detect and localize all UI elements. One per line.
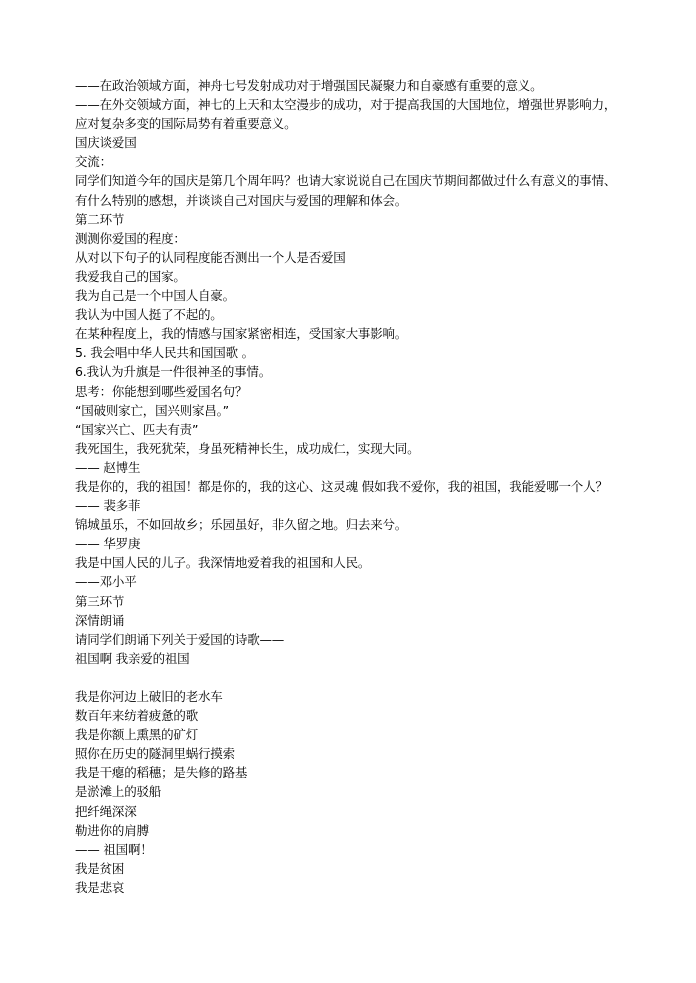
quote-line: “国破则家亡，国兴则家昌。” [75,402,229,418]
poem-line: 勒进你的肩膊 [75,822,149,838]
poem-line: 照你在历史的隧洞里蜗行摸索 [75,746,235,762]
quote-line: 我是中国人民的儿子。我深情地爱着我的祖国和人民。 [75,555,371,571]
quote-line: “国家兴亡、匹夫有责” [75,421,199,437]
poem-line: —— 祖国啊！ [75,841,153,857]
document-body [75,76,635,897]
text-line: 交流： [75,154,112,170]
list-item: 我爱我自己的国家。 [75,268,186,284]
quote-author: —— 裴多菲 [75,498,141,514]
list-item: 6.我认为升旗是一件很神圣的事情。 [75,364,272,380]
text-line: 同学们知道今年的国庆是第几个周年吗？也请大家说说自己在国庆节期间都做过什么有意义的事情、 [75,173,617,189]
quote-author: —— 华罗庚 [75,536,141,552]
section-heading: 第二环节 [75,211,125,227]
poem-line: 我是干瘪的稻穗；是失修的路基 [75,765,248,781]
text-line: 测测你爱国的程度： [75,230,186,246]
quote-author: ——邓小平 [75,574,137,590]
quote-line: 我死国生，我死犹荣，身虽死精神长生，成功成仁，实现大同。 [75,440,420,456]
list-item: 在某种程度上，我的情感与国家紧密相连，受国家大事影响。 [75,326,408,342]
section-heading: 第三环节 [75,593,125,609]
poem-line: 把纤绳深深 [75,803,137,819]
poem-line: 数百年来纺着疲惫的歌 [75,708,199,724]
section-heading: 国庆谈爱国 [75,135,137,151]
poem-line: 我是你额上熏黑的矿灯 [75,727,199,743]
quote-line: 锦城虽乐，不如回故乡；乐园虽好，非久留之地。归去来兮。 [75,517,408,533]
text-line: 深情朗诵 [75,612,125,628]
text-line: 有什么特别的感想，并谈谈自己对国庆与爱国的理解和体会。 [75,192,408,208]
blank-line [75,668,635,687]
list-item: 我认为中国人挺了不起的。 [75,307,223,323]
quote-author: —— 赵博生 [75,459,141,475]
text-line: ——在政治领域方面，神舟七号发射成功对于增强国民凝聚力和自豪感有重要的意义。 [75,78,543,93]
text-line: 思考：你能想到哪些爱国名句？ [75,383,248,399]
poem-title: 祖国啊 我亲爱的祖国 [75,650,190,666]
text-line: 请同学们朗诵下列关于爱国的诗歌—— [75,631,285,647]
poem-line: 是淤滩上的驳船 [75,784,162,800]
text-line: 应对复杂多变的国际局势有着重要意义。 [75,116,297,132]
poem-line: 我是悲哀 [75,879,125,895]
text-line: ——在外交领域方面，神七的上天和太空漫步的成功，对于提高我国的大国地位，增强世界影响力， [75,97,617,113]
quote-line: 我是你的，我的祖国！都是你的，我的这心、这灵魂 假如我不爱你，我的祖国，我能爱哪一个人？ [75,478,608,494]
poem-line: 我是你河边上破旧的老水车 [75,689,223,704]
list-item: 5. 我会唱中华人民共和国国歌 。 [75,345,254,361]
text-line: 从对以下句子的认同程度能否测出一个人是否爱国 [75,249,346,265]
list-item: 我为自己是一个中国人自豪。 [75,288,235,304]
poem-line: 我是贫困 [75,860,125,876]
